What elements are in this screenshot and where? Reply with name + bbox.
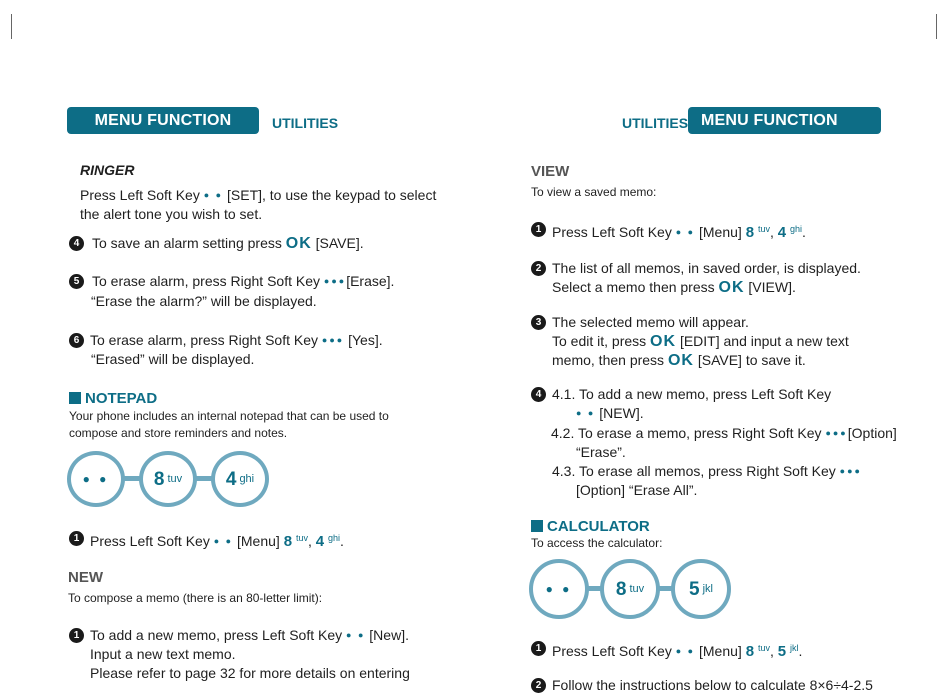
view-step-4-1: 4.1. To add a new memo, press Left Soft Key — [552, 386, 832, 402]
ok-key-icon: OK — [718, 279, 745, 296]
crop-mark-left — [11, 14, 12, 39]
view-step-1-number: 1 — [531, 222, 546, 237]
square-bullet-icon — [69, 392, 81, 404]
view-step-4-number: 4 — [531, 387, 546, 402]
left-soft-key-icon: ● ● — [346, 630, 366, 640]
step-6-number: 6 — [69, 333, 84, 348]
view-step-4-2-cont: “Erase”. — [576, 444, 626, 460]
square-bullet-icon — [531, 520, 543, 532]
step-5-text: To erase alarm, press Right Soft Key ●●●[Erase]. — [92, 273, 395, 289]
new-desc: To compose a memo (there is an 80-letter limit): — [68, 591, 323, 605]
view-step-4-1-cont: ● ● [NEW]. — [576, 405, 644, 421]
calculator-desc: To access the calculator: — [531, 536, 663, 550]
notepad-step-1-text: Press Left Soft Key ● ● [Menu] 8 $^{tuv}$, 4 $^{ghi}$. — [90, 533, 344, 550]
step-5-number: 5 — [69, 274, 84, 289]
right-soft-key-icon: ●●● — [323, 276, 347, 286]
view-step-1-text: Press Left Soft Key ● ● [Menu] 8 $^{tuv}$, 4 $^{ghi}$. — [552, 224, 806, 241]
notepad-step-1-number: 1 — [69, 531, 84, 546]
soft-key-circle — [529, 559, 589, 619]
view-step-3-line-2: To edit it, press OK [EDIT] and input a new text — [552, 333, 849, 350]
ringer-line-1: Press Left Soft Key ● ● [SET], to use the keypad to select — [80, 187, 437, 203]
new-step-1-line-3: Please refer to page 32 for more details on entering — [90, 665, 410, 681]
view-desc: To view a saved memo: — [531, 185, 657, 199]
left-soft-key-icon: ● ● — [213, 536, 234, 546]
key-8-circle: 8 tuv — [600, 559, 660, 619]
new-heading: NEW — [68, 569, 103, 586]
crop-mark-right — [936, 14, 937, 39]
ringer-line-2: the alert tone you wish to set. — [80, 206, 263, 222]
new-step-1-text: To add a new memo, press Left Soft Key ● ● [New]. — [90, 627, 409, 643]
view-step-3-line-1: The selected memo will appear. — [552, 314, 749, 330]
step-4-number: 4 — [69, 236, 84, 251]
view-step-2-line-1: The list of all memos, in saved order, is displayed. — [552, 260, 861, 276]
soft-key-circle — [67, 451, 125, 507]
step-6-text: To erase alarm, press Right Soft Key ●●● [Yes]. — [90, 332, 383, 348]
right-menu-function-banner: MENU FUNCTION — [688, 107, 881, 134]
calculator-step-2-number: 2 — [531, 678, 546, 693]
ringer-heading: RINGER — [80, 162, 135, 178]
right-soft-key-icon: ●●● — [839, 466, 862, 476]
view-step-4-3: 4.3. To erase all memos, press Right Soft Key ●●● — [552, 463, 862, 479]
step-5-note: “Erase the alarm?” will be displayed. — [91, 293, 317, 309]
view-step-3-line-3: memo, then press OK [SAVE] to save it. — [552, 352, 806, 369]
view-step-4-2: 4.2. To erase a memo, press Right Soft Key ●●●[Option] — [551, 425, 897, 441]
new-step-1-number: 1 — [69, 628, 84, 643]
notepad-desc-1: Your phone includes an internal notepad that can be used to — [69, 409, 389, 423]
left-soft-key-icon: ● ● — [675, 227, 696, 237]
left-soft-key-icon: ● ● — [82, 472, 110, 486]
ok-key-icon: OK — [667, 352, 694, 369]
calculator-step-1-text: Press Left Soft Key ● ● [Menu] 8 $^{tuv}$, 5 $^{jkl}$. — [552, 643, 803, 660]
left-soft-key-icon: ● ● — [675, 646, 696, 656]
left-soft-key-icon: ● ● — [203, 190, 224, 200]
notepad-desc-2: compose and store reminders and notes. — [69, 426, 288, 440]
right-soft-key-icon: ●●● — [321, 335, 345, 345]
ok-key-icon: OK — [650, 333, 677, 350]
key-8-circle: 8 tuv — [139, 451, 197, 507]
key-4-circle: 4 ghi — [211, 451, 269, 507]
key-5-circle: 5 jkl — [671, 559, 731, 619]
calculator-step-1-number: 1 — [531, 641, 546, 656]
calculator-heading: CALCULATOR — [531, 518, 650, 535]
left-soft-key-icon: ● ● — [576, 408, 596, 418]
new-step-1-line-2: Input a new text memo. — [90, 646, 236, 662]
view-step-2-number: 2 — [531, 261, 546, 276]
view-step-3-number: 3 — [531, 315, 546, 330]
notepad-heading: NOTEPAD — [69, 390, 157, 407]
left-menu-function-banner: MENU FUNCTION — [67, 107, 259, 134]
left-utilities-label: UTILITIES — [272, 115, 339, 131]
step-4-text: To save an alarm setting press OK [SAVE]. — [92, 235, 364, 252]
view-step-2-line-2: Select a memo then press OK [VIEW]. — [552, 279, 796, 296]
view-step-4-3-cont: [Option] “Erase All”. — [576, 482, 698, 498]
step-6-note: “Erased” will be displayed. — [91, 351, 255, 367]
right-utilities-label: UTILITIES — [622, 115, 689, 131]
view-heading: VIEW — [531, 163, 570, 180]
left-soft-key-icon: ● ● — [545, 582, 573, 596]
ok-key-icon: OK — [285, 235, 312, 252]
calculator-step-2-text: Follow the instructions below to calculate 8×6÷4-2.5 — [552, 677, 873, 693]
right-soft-key-icon: ●●● — [825, 428, 848, 438]
